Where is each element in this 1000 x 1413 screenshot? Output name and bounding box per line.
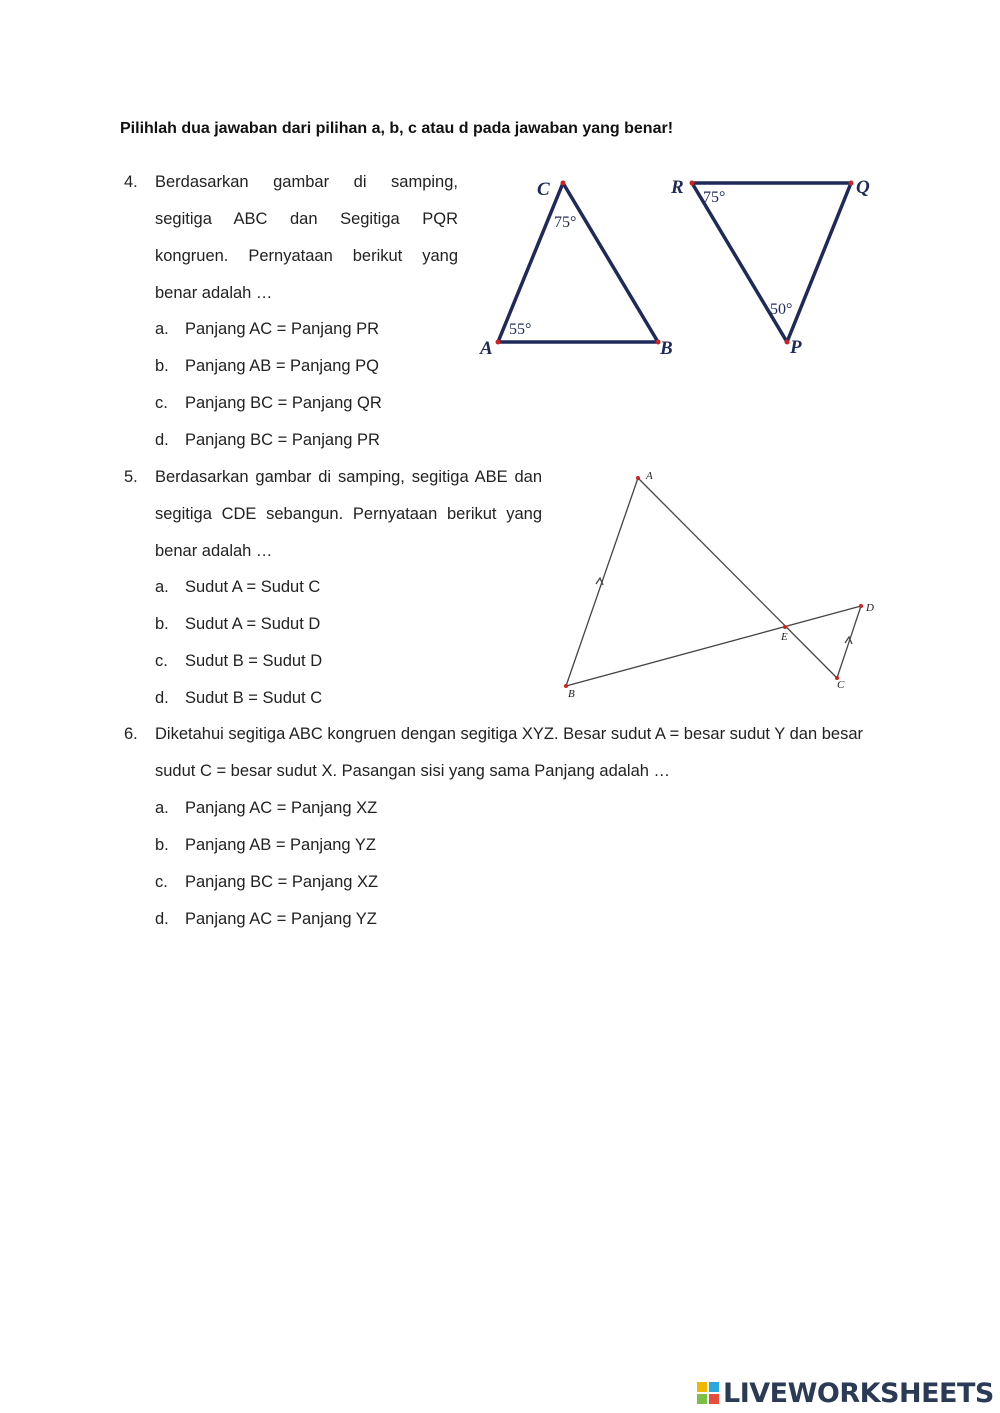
option-text: Panjang AC = Panjang YZ	[185, 910, 377, 928]
option-letter: a.	[155, 578, 169, 596]
option-letter: d.	[155, 689, 169, 707]
point-label-e: E	[781, 631, 788, 643]
option-text: Panjang AB = Panjang PQ	[185, 357, 380, 375]
point-label-b: B	[568, 688, 575, 700]
option-letter: b.	[155, 836, 169, 854]
question-text: Berdasarkan gambar di samping, segitiga ABE dan segitiga CDE sebangun. Pernyataan berikut yang benar adalah …	[155, 468, 542, 560]
angle-label-r: 75°	[703, 189, 726, 206]
vertex-label-r: R	[671, 177, 684, 198]
option-text: Panjang BC = Panjang QR	[185, 394, 382, 412]
figure-congruent-triangles	[470, 165, 890, 365]
option-text: Panjang AC = Panjang PR	[185, 320, 380, 338]
question-text: Berdasarkan gambar di samping, segitiga ABC dan Segitiga PQR kongruen. Pernyataan berikut yang benar adalah …	[155, 173, 458, 302]
instruction: Pilihlah dua jawaban dari pilihan a, b, c atau d pada jawaban yang benar!	[120, 120, 674, 137]
option-text: Panjang AC = Panjang XZ	[185, 799, 378, 817]
option-letter: b.	[155, 615, 169, 633]
question-number: 4.	[124, 173, 138, 191]
option-letter: c.	[155, 394, 168, 412]
option-letter: c.	[155, 873, 168, 891]
angle-label-p: 50°	[770, 301, 793, 318]
vertex-label-c: C	[537, 179, 550, 200]
option-text: Sudut A = Sudut C	[185, 578, 321, 596]
angle-label-c: 75°	[554, 214, 577, 231]
question-number: 6.	[124, 725, 138, 743]
question-number: 5.	[124, 468, 138, 486]
option-letter: b.	[155, 357, 169, 375]
vertex-label-b: B	[660, 338, 673, 359]
liveworksheets-logo[interactable]	[697, 1378, 994, 1408]
option-letter: c.	[155, 652, 168, 670]
liveworksheets-icon	[697, 1382, 719, 1404]
option-letter: a.	[155, 799, 169, 817]
figure-similar-triangles	[555, 465, 885, 705]
vertex-label-q: Q	[856, 177, 870, 198]
option-letter: a.	[155, 320, 169, 338]
point-label-c: C	[837, 679, 845, 691]
option-text: Panjang AB = Panjang YZ	[185, 836, 376, 854]
option-text: Panjang BC = Panjang XZ	[185, 873, 379, 891]
point-label-a: A	[646, 470, 653, 482]
angle-label-a: 55°	[509, 321, 532, 338]
option-text: Panjang BC = Panjang PR	[185, 431, 380, 449]
vertex-label-p: P	[790, 337, 802, 358]
question-text: Diketahui segitiga ABC kongruen dengan segitiga XYZ. Besar sudut A = besar sudut Y dan besar sudut C = besar sudut X. Pasangan sisi yang sama Panjang adalah …	[155, 725, 863, 780]
option-letter: d.	[155, 431, 169, 449]
point-label-d: D	[866, 602, 874, 614]
vertex-label-a: A	[480, 338, 493, 359]
triangle-abc	[496, 181, 661, 345]
option-text: Sudut A = Sudut D	[185, 615, 321, 633]
option-text: Sudut B = Sudut C	[185, 689, 323, 707]
option-letter: d.	[155, 910, 169, 928]
option-text: Sudut B = Sudut D	[185, 652, 323, 670]
brand-name: LIVEWORKSHEETS	[723, 1377, 994, 1409]
